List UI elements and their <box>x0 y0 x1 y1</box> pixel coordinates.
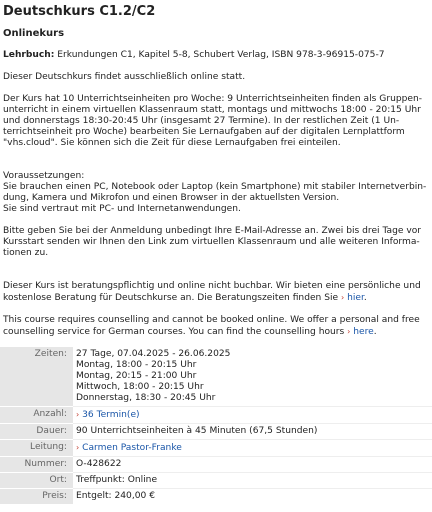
anzahl-label: Anzahl: <box>0 407 73 424</box>
dauer-label: Dauer: <box>0 424 73 440</box>
counselling-link-en-label: here <box>353 327 374 337</box>
details-row-anzahl <box>0 407 432 424</box>
counselling-link-en[interactable] <box>347 327 374 337</box>
preis-value: Entgelt: 240,00 € <box>73 489 432 505</box>
schedule-paragraph: Der Kurs hat 10 Unterrichtseinheiten pro Woche: 9 Unterrichtseinheiten finden als Gruppen-unterricht in einem virtuellen Klassenraum statt, montags und mittwochs 18:00 - 20:15 Uhr und donnerstags 18:30-20:45 Uhr (insgesamt 27 Termine). In der restlichen Zeit (1 Un-terrichtseinheit pro Woche) bearbeiten Sie Lernaufgaben auf der digitalen Lernplattform "vhs.cloud". Sie können sich die Zeit für diese Lernaufgaben frei einteilen. <box>3 94 423 148</box>
email-note: Bitte geben Sie bei der Anmeldung unbedingt Ihre E-Mail-Adresse an. Zwei bis drei Tage vor Kursstart senden wir Ihnen den Link zum virtuellen Klassenraum und alle weiteren Informa-tionen zu. <box>3 226 422 258</box>
link-arrow-icon: › <box>341 293 345 302</box>
requirements-heading: Voraussetzungen: <box>3 171 85 181</box>
leitung-value <box>73 440 432 457</box>
zeiten-line: 27 Tage, 07.04.2025 - 26.06.2025 <box>76 349 231 359</box>
nummer-label: Nummer: <box>0 457 73 473</box>
details-row-nummer <box>0 457 432 473</box>
zeiten-value <box>73 347 432 407</box>
course-details-table <box>0 347 432 504</box>
zeiten-line: Mittwoch, 18:00 - 20:15 Uhr <box>76 382 204 392</box>
instructor-link[interactable] <box>76 443 182 453</box>
dauer-value: 90 Unterrichtseinheiten à 45 Minuten (67,5 Stunden) <box>73 424 432 440</box>
zeiten-line: Montag, 18:00 - 20:15 Uhr <box>76 360 197 370</box>
counselling-note-en <box>0 315 432 338</box>
details-row-preis <box>0 489 432 505</box>
ort-value: Treffpunkt: Online <box>73 473 432 489</box>
counselling-link-de-label: hier <box>347 293 364 303</box>
leitung-label: Leitung: <box>0 440 73 457</box>
details-row-zeiten <box>0 347 432 407</box>
counselling-text-en: This course requires counselling and cannot be booked online. We offer a personal and free counselling service for German courses. You can find the counselling hours <box>3 315 420 337</box>
link-arrow-icon: › <box>347 327 351 336</box>
requirements-hardware: Sie brauchen einen PC, Notebook oder Laptop (kein Smartphone) mit stabiler Internetverbin-dung, Kamera und Mikrofon und einen Browser in der aktuellsten Version. <box>3 182 427 203</box>
preis-label: Preis: <box>0 489 73 505</box>
counselling-end-en: . <box>373 327 377 337</box>
link-arrow-icon: › <box>76 443 80 452</box>
details-row-ort <box>0 473 432 489</box>
requirements-skills: Sie sind vertraut mit PC- und Internetanwendungen. <box>3 204 241 214</box>
instructor-link-label: Carmen Pastor-Franke <box>82 443 182 453</box>
details-row-leitung <box>0 440 432 457</box>
course-title: Deutschkurs C1.2/C2 <box>3 4 156 19</box>
zeiten-line: Donnerstag, 18:30 - 20:45 Uhr <box>76 393 216 403</box>
ort-label: Ort: <box>0 473 73 489</box>
termine-link-label: 36 Termin(e) <box>82 410 140 420</box>
textbook-line <box>0 50 432 61</box>
online-note: Dieser Deutschkurs findet ausschließlich online statt. <box>3 72 246 82</box>
details-row-dauer <box>0 424 432 440</box>
link-arrow-icon: › <box>76 410 80 419</box>
course-subtitle: Onlinekurs <box>3 28 65 39</box>
textbook-text: Erkundungen C1, Kapitel 5-8, Schubert Verlag, ISBN 978-3-96915-075-7 <box>54 50 385 60</box>
zeiten-line: Montag, 20:15 - 21:00 Uhr <box>76 371 197 381</box>
counselling-text-de: Dieser Kurs ist beratungspflichtig und online nicht buchbar. Wir bieten eine persönliche und kostenlose Beratung für Deutschkurse an. Die Beratungszeiten finden Sie <box>3 281 421 303</box>
termine-link[interactable] <box>76 410 140 420</box>
counselling-note-de <box>0 281 432 304</box>
zeiten-label: Zeiten: <box>0 347 73 407</box>
counselling-link-de[interactable] <box>341 293 364 303</box>
textbook-label: Lehrbuch: <box>3 50 55 60</box>
counselling-end-de: . <box>363 293 367 303</box>
anzahl-value <box>73 407 432 424</box>
nummer-value: O-428622 <box>73 457 432 473</box>
